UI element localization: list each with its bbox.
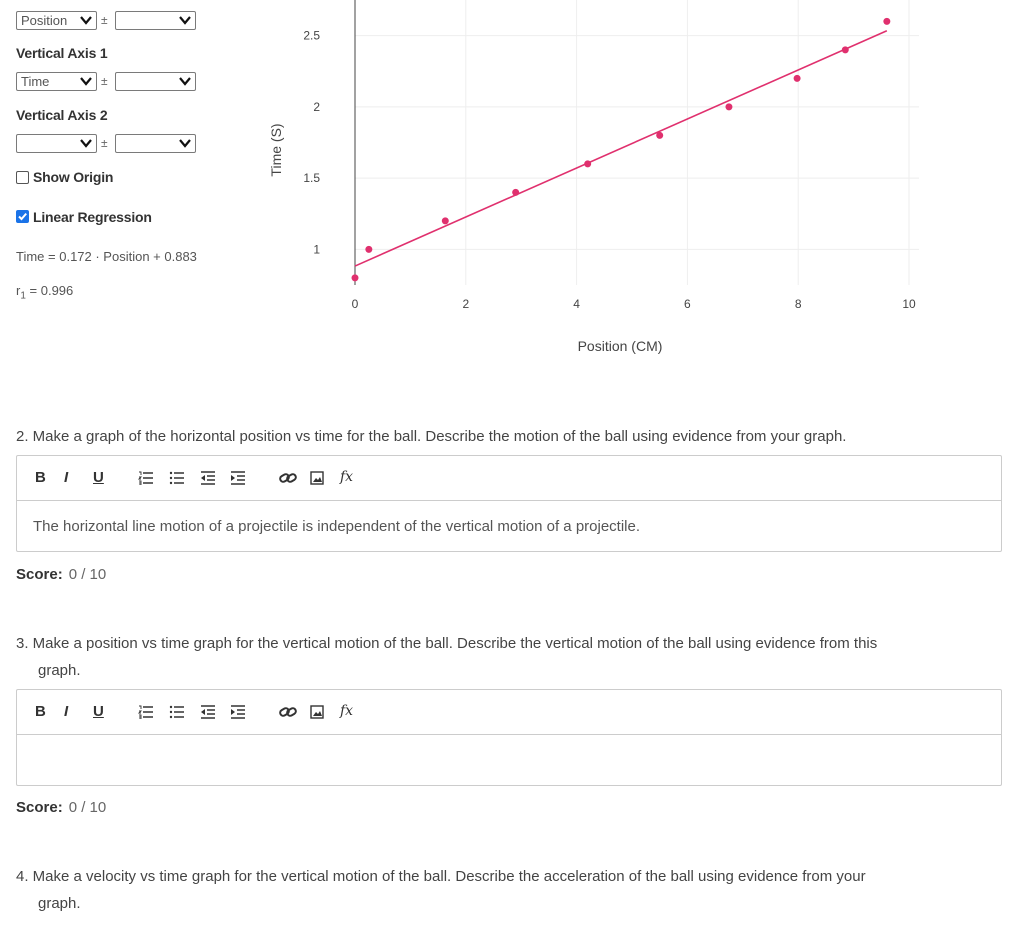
chevron-down-icon xyxy=(79,136,93,150)
outdent-icon xyxy=(200,471,216,485)
data-point xyxy=(365,246,372,253)
answer-text: The horizontal line motion of a projectile is independent of the vertical motion of a projectile. xyxy=(33,518,641,535)
question-3-score xyxy=(16,799,106,816)
x-tick-label: 4 xyxy=(573,297,580,311)
indent-icon xyxy=(230,705,246,719)
x-axis-title: Position (CM) xyxy=(577,338,663,354)
chevron-down-icon xyxy=(79,13,93,27)
show-origin-checkbox[interactable] xyxy=(16,171,29,184)
data-point xyxy=(352,274,359,281)
chevron-down-icon xyxy=(178,13,192,27)
vertical-axis-2-label: Vertical Axis 2 xyxy=(16,107,108,123)
question-4-text xyxy=(16,863,866,917)
show-origin-label: Show Origin xyxy=(33,169,114,185)
numbered-list-button[interactable] xyxy=(138,705,154,719)
checkmark-icon xyxy=(17,211,28,222)
question-2-score xyxy=(16,566,106,583)
horizontal-error-select[interactable] xyxy=(115,11,196,30)
question-2-text: 2. Make a graph of the horizontal position vs time for the ball. Describe the motion of the ball using evidence from your graph. xyxy=(16,428,847,445)
r-label: r xyxy=(16,283,21,298)
data-point xyxy=(842,46,849,53)
formula-button[interactable]: fx xyxy=(340,703,354,719)
numbered-list-icon xyxy=(138,471,154,485)
y-tick-label: 2 xyxy=(313,99,320,114)
x-tick-label: 10 xyxy=(902,297,916,311)
vertical-axis-2-select[interactable] xyxy=(16,134,97,153)
question-3-line-1: 3. Make a position vs time graph for the vertical motion of the ball. Describe the vertical motion of the ball using evidence from this xyxy=(16,635,878,652)
editor-toolbar xyxy=(17,690,1001,735)
regression-line xyxy=(355,31,887,266)
numbered-list-button[interactable] xyxy=(138,471,154,485)
answer-text-area[interactable] xyxy=(17,501,1001,553)
bullet-list-icon xyxy=(169,471,185,485)
data-point xyxy=(725,103,732,110)
underline-button[interactable]: U xyxy=(93,703,104,720)
x-tick-label: 2 xyxy=(462,297,470,311)
question-2-editor xyxy=(16,455,1002,552)
score-label: Score: xyxy=(16,566,63,583)
italic-button[interactable]: I xyxy=(64,703,69,720)
chevron-down-icon xyxy=(79,74,93,88)
data-point xyxy=(584,160,591,167)
image-icon xyxy=(310,471,324,485)
data-point xyxy=(442,217,449,224)
horizontal-axis-value: Position xyxy=(21,13,68,28)
bullet-list-button[interactable] xyxy=(169,705,185,719)
data-point xyxy=(512,189,519,196)
x-tick-label: 8 xyxy=(794,297,802,311)
y-axis-title: Time (S) xyxy=(268,123,284,177)
score-value: 0 / 10 xyxy=(68,799,107,816)
plus-minus-label: ± xyxy=(101,13,108,27)
vertical-axis-1-value: Time xyxy=(21,74,50,89)
outdent-button[interactable] xyxy=(200,471,216,485)
vertical-axis-1-select[interactable] xyxy=(16,72,97,91)
chevron-down-icon xyxy=(178,136,192,150)
linear-regression-checkbox[interactable] xyxy=(16,210,29,223)
bold-button[interactable]: B xyxy=(35,469,46,486)
numbered-list-icon xyxy=(138,705,154,719)
score-label: Score: xyxy=(16,799,63,816)
link-icon xyxy=(279,705,297,719)
vertical-axis-2-error-select[interactable] xyxy=(115,134,196,153)
data-point xyxy=(883,18,890,25)
link-button[interactable] xyxy=(279,471,297,485)
plus-minus-label: ± xyxy=(101,74,108,88)
outdent-button[interactable] xyxy=(200,705,216,719)
y-tick-label: 2.5 xyxy=(303,28,320,43)
image-icon xyxy=(310,705,324,719)
vertical-axis-1-label: Vertical Axis 1 xyxy=(16,45,108,61)
question-3-text xyxy=(16,630,877,684)
italic-button[interactable]: I xyxy=(64,469,69,486)
r-subscript: 1 xyxy=(20,290,26,302)
bold-button[interactable]: B xyxy=(35,703,46,720)
y-tick-label: 1.5 xyxy=(303,171,320,186)
outdent-icon xyxy=(200,705,216,719)
vertical-axis-1-error-select[interactable] xyxy=(115,72,196,91)
formula-button[interactable]: fx xyxy=(340,469,354,485)
indent-button[interactable] xyxy=(230,471,246,485)
chevron-down-icon xyxy=(178,74,192,88)
link-icon xyxy=(279,471,297,485)
link-button[interactable] xyxy=(279,705,297,719)
data-point xyxy=(656,132,663,139)
underline-button[interactable]: U xyxy=(93,469,104,486)
question-3-line-2: graph. xyxy=(38,662,81,679)
x-tick-label: 0 xyxy=(351,297,359,311)
x-tick-label: 6 xyxy=(684,297,691,311)
bullet-list-icon xyxy=(169,705,185,719)
correlation-coefficient xyxy=(16,283,73,302)
plus-minus-label: ± xyxy=(101,136,108,150)
question-4-line-1: 4. Make a velocity vs time graph for the vertical motion of the ball. Describe the acceleration of the ball using evidence from your xyxy=(16,868,866,885)
scatter-chart xyxy=(250,0,950,370)
image-button[interactable] xyxy=(310,705,324,719)
score-value: 0 / 10 xyxy=(68,566,107,583)
horizontal-axis-select[interactable] xyxy=(16,11,97,30)
data-point xyxy=(794,75,801,82)
regression-equation: Time = 0.172 · Position + 0.883 xyxy=(16,249,197,264)
indent-button[interactable] xyxy=(230,705,246,719)
y-tick-label: 1 xyxy=(313,242,320,257)
bullet-list-button[interactable] xyxy=(169,471,185,485)
indent-icon xyxy=(230,471,246,485)
answer-text-area[interactable] xyxy=(17,735,1001,787)
linear-regression-label: Linear Regression xyxy=(33,209,152,225)
question-4-line-2: graph. xyxy=(38,895,81,912)
image-button[interactable] xyxy=(310,471,324,485)
question-3-editor xyxy=(16,689,1002,786)
r-value: = 0.996 xyxy=(25,283,74,298)
editor-toolbar xyxy=(17,456,1001,501)
